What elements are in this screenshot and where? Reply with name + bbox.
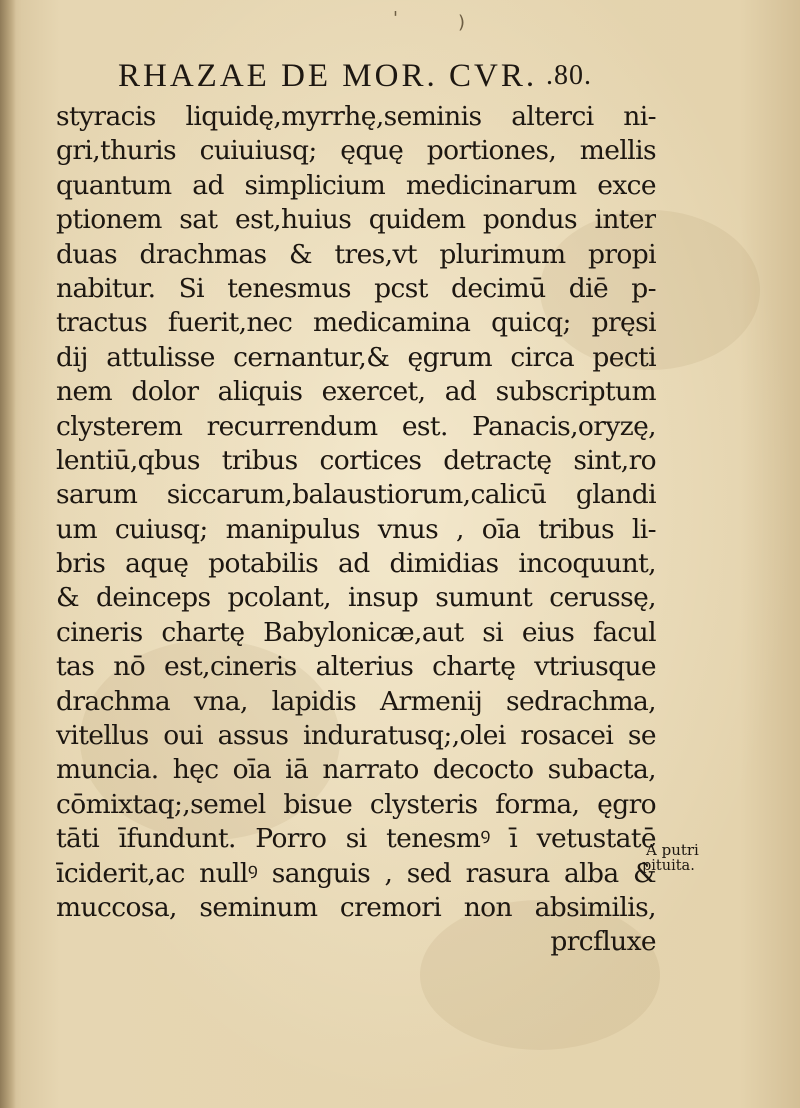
text-line: nem dolor aliquis exercet, ad subscriptum xyxy=(56,376,656,408)
text-line: quantum ad simplicium medicinarum exce xyxy=(56,169,656,201)
text-line: cineris chartę Babylonicæ,aut si eius facul xyxy=(56,616,656,648)
ink-speck: ) xyxy=(458,12,466,33)
text-line: muncia. hęc oīa iā narrato decocto subacta, xyxy=(56,754,656,786)
text-line: gri,thuris cuiuiusq; ęquę portiones, mellis xyxy=(56,135,656,167)
text-line: tractus fuerit,nec medicamina quicq; pręsi xyxy=(56,307,656,339)
text-line: tāti īfundunt. Porro si tenesmꝰ ī vetustatē xyxy=(56,823,656,855)
text-line: drachma vna, lapidis Armenij sedrachma, xyxy=(56,685,656,717)
running-header xyxy=(118,58,638,98)
marginal-note xyxy=(640,842,720,874)
marginal-note-line: pituita. xyxy=(642,858,695,874)
text-line: tas nō est,cineris alterius chartę vtriusque xyxy=(56,651,656,683)
folio-number: .80. xyxy=(546,60,592,91)
body-text xyxy=(56,100,656,960)
catchword: prcfluxe xyxy=(550,926,656,958)
text-line: ptionem sat est,huius quidem pondus inter xyxy=(56,204,656,236)
binding-gutter xyxy=(0,0,16,1108)
marginal-note-line: A putri xyxy=(646,841,699,859)
text-line: duas drachmas & tres,vt plurimum propi xyxy=(56,238,656,270)
text-line: um cuiusq; manipulus vnus , oīa tribus li- xyxy=(56,513,656,545)
text-line: sarum siccarum,balaustiorum,calicū glandi xyxy=(56,479,656,511)
text-line: lentiū,qbus tribus cortices detractę sint,ro xyxy=(56,444,656,476)
text-line: muccosa, seminum cremori non absimilis, xyxy=(56,891,656,923)
text-line: bris aquę potabilis ad dimidias incoquunt, xyxy=(56,548,656,580)
ink-speck: ' xyxy=(393,8,398,29)
text-line: nabitur. Si tenesmus pcst decimū diē p- xyxy=(56,272,656,304)
running-title: RHAZAE DE MOR. CVR. xyxy=(118,58,538,94)
text-line: īciderit,ac nullꝰ sanguis , sed rasura alba & xyxy=(56,857,656,889)
text-line: styracis liquidę,myrrhę,seminis alterci ni- xyxy=(56,101,656,132)
text-line: clysterem recurrendum est. Panacis,oryzę, xyxy=(56,410,656,442)
text-line: cōmixtaq;,semel bisue clysteris forma, ęgro xyxy=(56,788,656,820)
text-line: vitellus oui assus induratusq;,olei rosacei se xyxy=(56,720,656,752)
text-line: dij attulisse cernantur,& ęgrum circa pecti xyxy=(56,341,656,373)
text-line: & deinceps pcolant, insup sumunt cerussę, xyxy=(56,582,656,614)
